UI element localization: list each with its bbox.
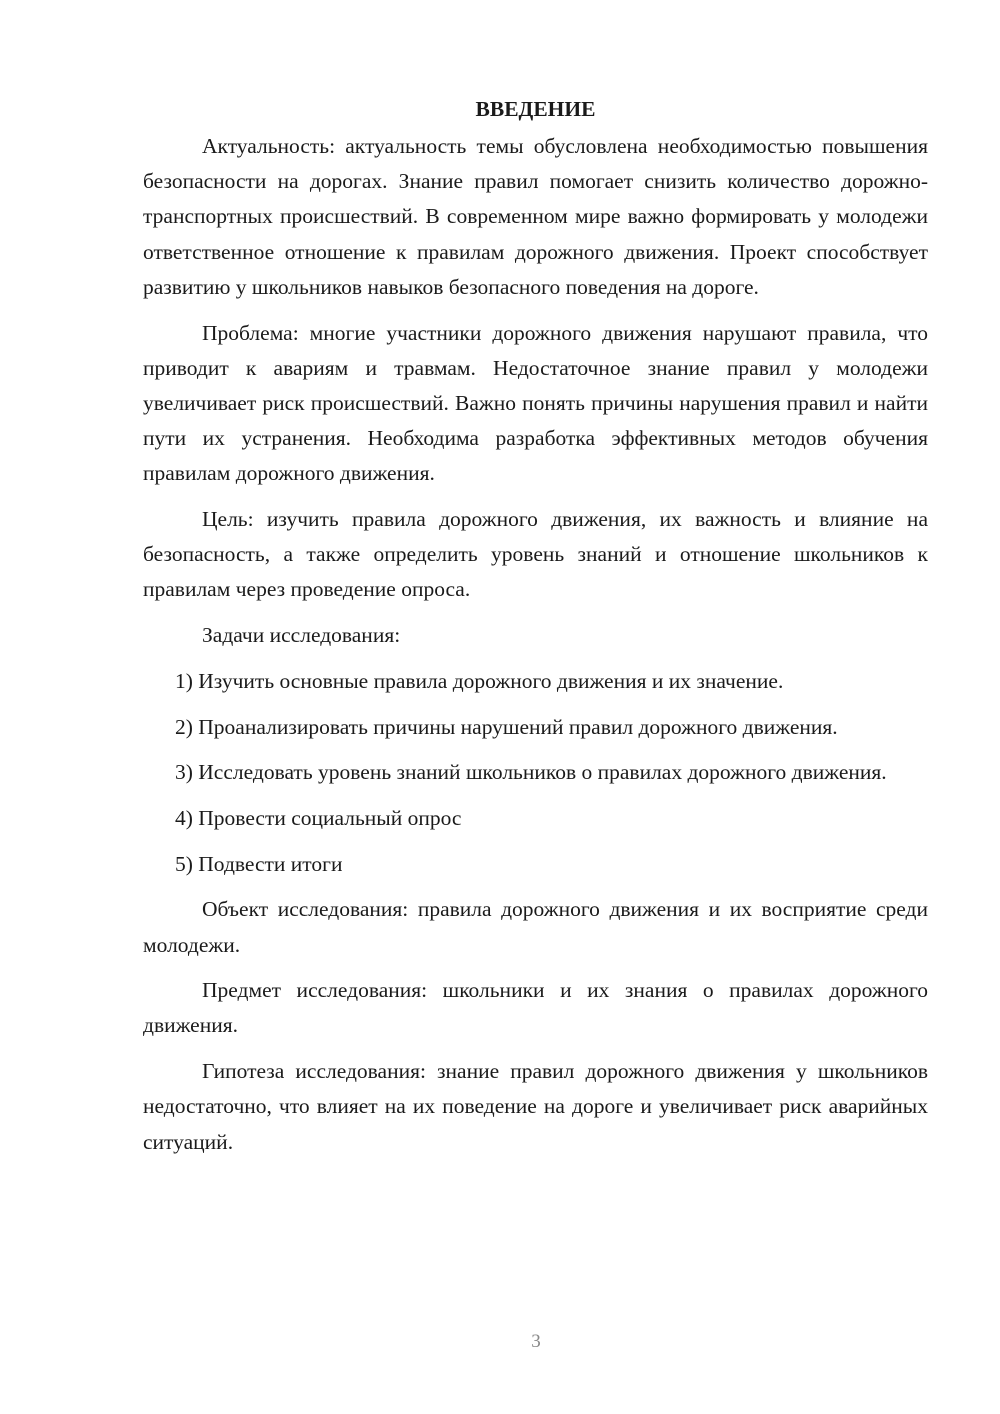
object-paragraph: Объект исследования: правила дорожного движения и их восприятие среди молодежи. bbox=[143, 897, 928, 957]
tasks-title: Задачи исследования: bbox=[202, 623, 401, 648]
relevance-paragraph: Актуальность: актуальность темы обусловлена необходимостью повышения безопасности на дорогах. Знание правил помогает снизить количество дорожно-транспортных происшествий. В современном мире важно формировать у молодежи ответственное отношение к правилам дорожного движения. Проект способствует развитию у школьников навыков безопасного поведения на дороге. bbox=[143, 134, 928, 299]
task-item-3: 3) Исследовать уровень знаний школьников о правилах дорожного движения. bbox=[175, 760, 887, 785]
subject-paragraph: Предмет исследования: школьники и их знания о правилах дорожного движения. bbox=[143, 978, 928, 1038]
document-page bbox=[143, 92, 928, 1170]
task-item-4: 4) Провести социальный опрос bbox=[175, 805, 462, 830]
hypothesis-paragraph: Гипотеза исследования: знание правил дорожного движения у школьников недостаточно, что влияет на их поведение на дороге и увеличивает риск аварийных ситуаций. bbox=[143, 1059, 928, 1154]
problem-paragraph: Проблема: многие участники дорожного движения нарушают правила, что приводит к авариям и травмам. Недостаточное знание правил у молодежи увеличивает риск происшествий. Важно понять причины нарушения правил и найти пути их устранения. Необходима разработка эффективных методов обучения правилам дорожного движения. bbox=[143, 320, 928, 486]
task-item-5: 5) Подвести итоги bbox=[175, 851, 343, 876]
goal-paragraph: Цель: изучить правила дорожного движения, их важность и влияние на безопасность, а также определить уровень знаний и отношение школьников к правилам через проведение опроса. bbox=[143, 507, 928, 602]
page-title: ВВЕДЕНИЕ bbox=[475, 97, 596, 121]
page-number: 3 bbox=[531, 1331, 541, 1352]
task-item-2: 2) Проанализировать причины нарушений правил дорожного движения. bbox=[175, 714, 838, 739]
task-item-1: 1) Изучить основные правила дорожного движения и их значение. bbox=[175, 668, 784, 693]
